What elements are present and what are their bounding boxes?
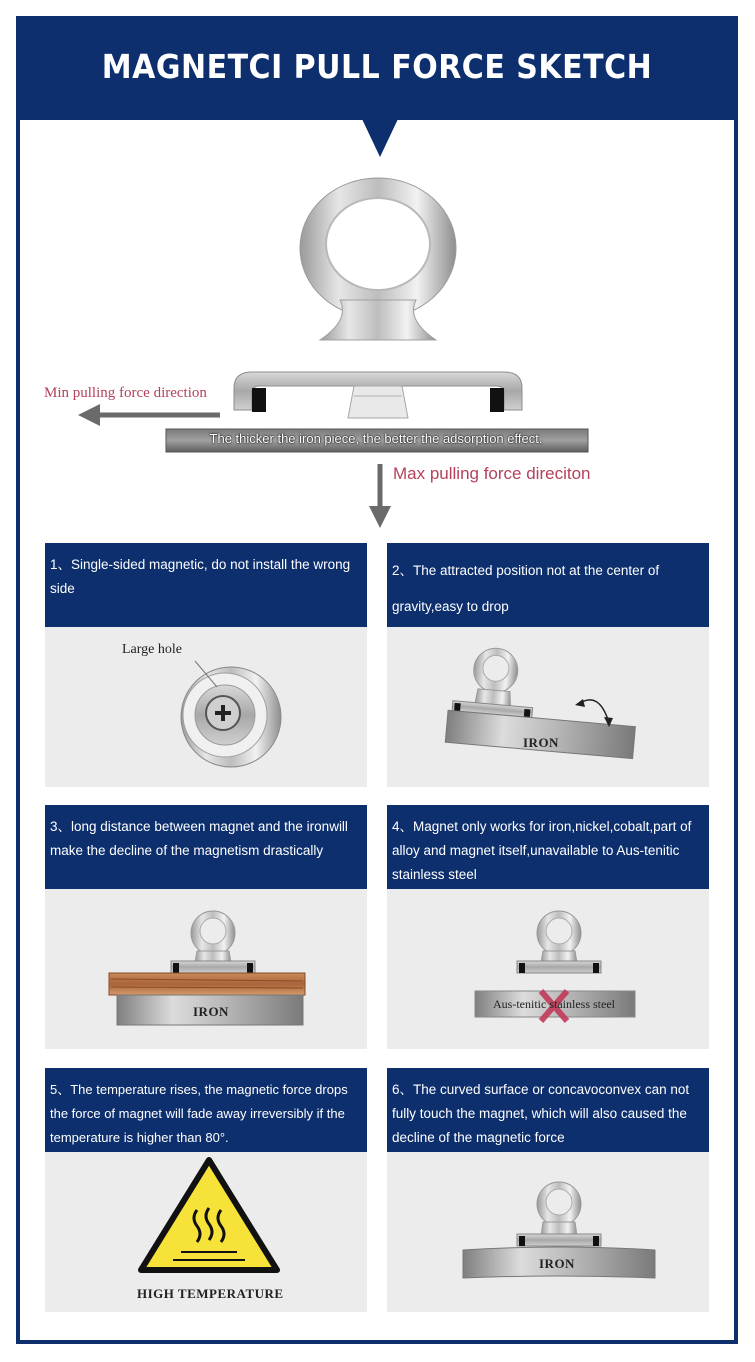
tip-card-6-image	[387, 1152, 709, 1312]
cross-mark-icon	[387, 889, 709, 1049]
tip-card-6-text: 6、The curved surface or concavoconvex can not fully touch the magnet, which will also caused the decline of the magnetic force	[387, 1068, 709, 1152]
tip-card-4-image	[387, 889, 709, 1049]
tip-card-2	[387, 543, 709, 787]
tip-card-6	[387, 1068, 709, 1312]
max-arrow-head	[369, 506, 391, 528]
tip-card-2-image	[387, 627, 709, 787]
tip-card-2-text: 2、The attracted position not at the center of gravity,easy to drop	[387, 543, 709, 627]
min-arrow-head	[78, 404, 100, 426]
center-bolt	[348, 386, 408, 418]
tip-card-1-image	[45, 627, 367, 787]
magnet-hole-icon	[45, 627, 367, 787]
header-notch	[362, 119, 398, 157]
tip-card-5-image	[45, 1152, 367, 1312]
magnet-ring-left	[252, 388, 266, 412]
hook-magnet-illustration	[20, 160, 734, 540]
tilted-magnet-icon	[387, 627, 709, 787]
tip-card-2-iron-label: IRON	[523, 735, 559, 750]
tip-card-3	[45, 805, 367, 1049]
min-pull-label: Min pulling force direction	[44, 385, 207, 401]
tip-card-5	[45, 1068, 367, 1312]
plate-text: The thicker the iron piece, the better the adsorption effect.	[209, 431, 543, 446]
max-pull-label: Max pulling force direciton	[393, 464, 591, 483]
tip-card-4-text: 4、Magnet only works for iron,nickel,cobalt,part of alloy and magnet itself,unavailable to Aus-tenitic stainless steel	[387, 805, 709, 889]
high-temperature-label: HIGH TEMPERATURE	[137, 1286, 284, 1301]
large-hole-label: Large hole	[122, 642, 182, 657]
magnet-ring-right	[490, 388, 504, 412]
stainless-steel-label: Aus-tenitic stainless steel	[493, 997, 615, 1011]
tip-card-5-text: 5、The temperature rises, the magnetic force drops the force of magnet will fade away irreversibly if the temperature is higher than 80°.	[45, 1068, 367, 1152]
curved-iron-icon	[387, 1152, 709, 1312]
pull-force-sketch	[20, 160, 734, 540]
page-title: MAGNETCI PULL FORCE SKETCH	[101, 48, 653, 87]
tip-card-4	[387, 805, 709, 1049]
page-frame	[16, 16, 738, 1344]
tip-card-1-text: 1、Single-sided magnetic, do not install the wrong side	[45, 543, 367, 627]
tip-card-6-iron-label: IRON	[539, 1256, 575, 1271]
tip-card-3-text: 3、long distance between magnet and the ironwill make the decline of the magnetism drastically	[45, 805, 367, 889]
tip-card-1	[45, 543, 367, 787]
wood-gap-icon	[45, 889, 367, 1049]
tip-card-3-image	[45, 889, 367, 1049]
tip-card-3-iron-label: IRON	[193, 1004, 229, 1019]
hook-ring-hole	[326, 198, 430, 290]
header-banner	[20, 20, 734, 120]
